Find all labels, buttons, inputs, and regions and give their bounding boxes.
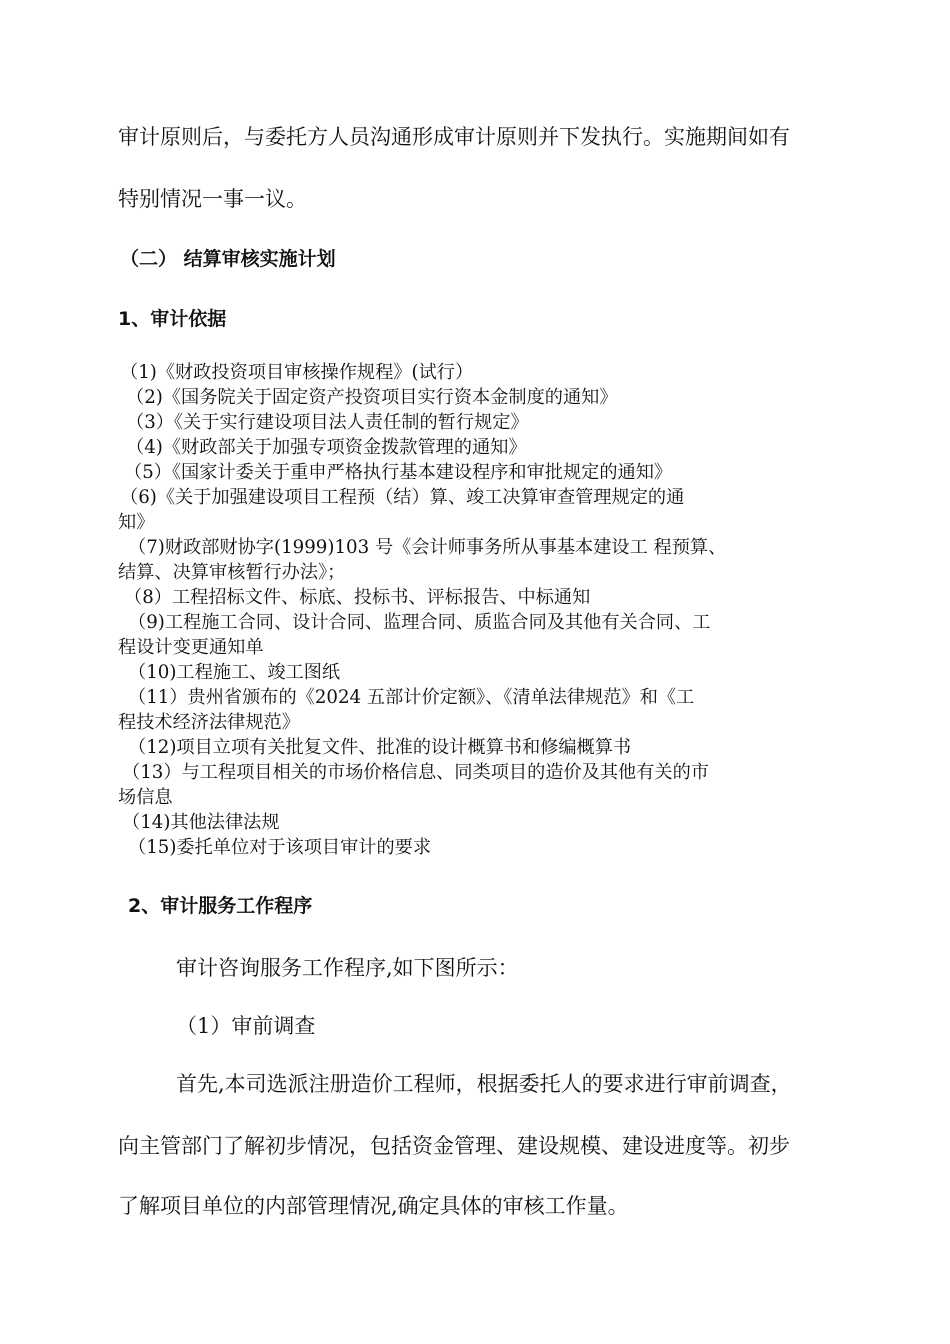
basis-item: （15)委托单位对于该项目审计的要求 [128, 837, 432, 858]
basis-item: （1)《财政投资项目审核操作规程》(试行） [120, 362, 474, 383]
step1-paragraph-line-2: 向主管部门了解初步情况，包括资金管理、建设规模、建设进度等。初步 [118, 1134, 790, 1158]
basis-item: （12)项目立项有关批复文件、批准的设计概算书和修编概算书 [128, 737, 632, 758]
basis-item: （10)工程施工、竣工图纸 [128, 662, 341, 683]
basis-item-continued: 结算、决算审核暂行办法》； [118, 562, 346, 583]
basis-item: （14)其他法律法规 [122, 812, 280, 833]
section-title: （二） 结算审核实施计划 [120, 248, 336, 270]
basis-item: （13）与工程项目相关的市场价格信息、同类项目的造价及其他有关的市 [122, 762, 709, 783]
step1-paragraph-line-1: 首先,本司选派注册造价工程师，根据委托人的要求进行审前调查， [176, 1072, 792, 1096]
basis-heading: 1、审计依据 [118, 308, 227, 330]
basis-item: （8）工程招标文件、标底、投标书、评标报告、中标通知 [124, 587, 591, 608]
step1-paragraph-line-3: 了解项目单位的内部管理情况,确定具体的审核工作量。 [118, 1194, 629, 1218]
basis-item-continued: 程设计变更通知单 [118, 637, 264, 658]
intro-line-1: 审计原则后，与委托方人员沟通形成审计原则并下发执行。实施期间如有 [118, 125, 790, 149]
basis-item-continued: 知》 [118, 512, 155, 533]
basis-item-continued: 场信息 [118, 787, 173, 808]
basis-item: （5）《国家计委关于重申严格执行基本建设程序和审批规定的通知》 [124, 462, 673, 483]
step1-title: （1）审前调查 [176, 1014, 316, 1038]
basis-item: （3）《关于实行建设项目法人责任制的暂行规定》 [126, 412, 529, 433]
basis-item: （9)工程施工合同、设计合同、监理合同、质监合同及其他有关合同、工 [128, 612, 711, 633]
procedure-heading: 2、审计服务工作程序 [128, 895, 313, 917]
basis-item: （6)《关于加强建设项目工程预（结）算、竣工决算审查管理规定的通 [120, 487, 685, 508]
basis-item-continued: 程技术经济法律规范》 [118, 712, 300, 733]
intro-line-2: 特别情况一事一议。 [118, 187, 307, 211]
basis-item: （11）贵州省颁布的《2024 五部计价定额》、《清单法律规范》和《工 [128, 687, 695, 708]
basis-item: （2)《国务院关于固定资产投资项目实行资本金制度的通知》 [126, 387, 618, 408]
basis-item: （4)《财政部关于加强专项资金拨款管理的通知》 [126, 437, 527, 458]
procedure-intro: 审计咨询服务工作程序,如下图所示： [176, 956, 519, 980]
basis-item: （7)财政部财协字(1999)103 号《会计师事务所从事基本建设工 程预算、 [128, 537, 727, 558]
